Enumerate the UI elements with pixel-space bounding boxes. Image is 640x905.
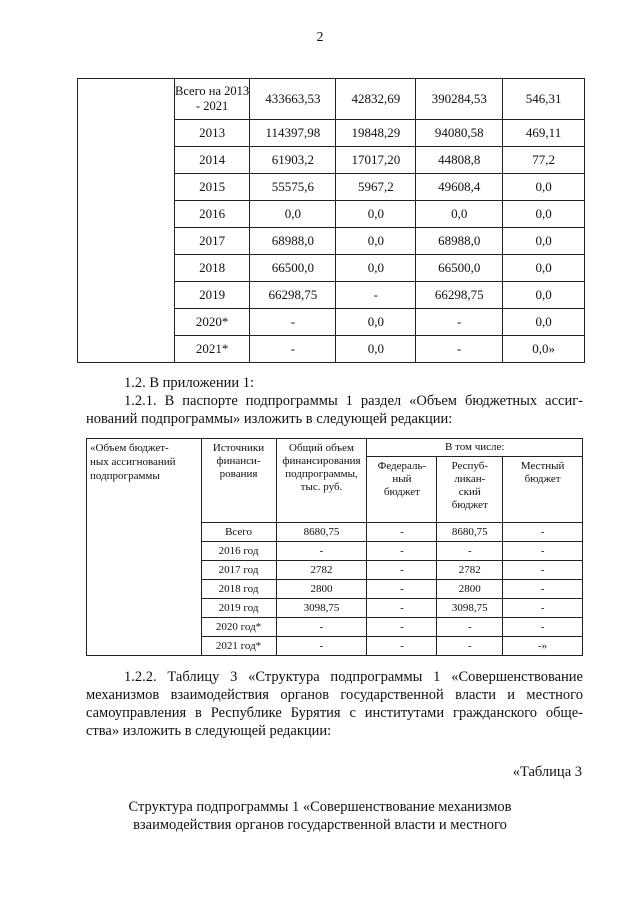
source-cell: 2020 год* [201, 618, 276, 637]
row-label: 2021* [174, 336, 250, 363]
federal-cell: - [367, 618, 437, 637]
row-label: 2016 [174, 201, 250, 228]
paragraph-1-2-2-line2: механизмов взаимодействия органов государственной власти и местного [86, 687, 583, 703]
republic-cell: - [437, 618, 503, 637]
source-cell: 2018 год [201, 580, 276, 599]
local-cell: 77,2 [503, 147, 585, 174]
republic-cell: 3098,75 [437, 599, 503, 618]
total-cell: 68988,0 [250, 228, 336, 255]
total-cell: - [276, 542, 367, 561]
local-cell: - [503, 599, 583, 618]
header-total-volume: Общий объем финансирования подпрограммы, тыс. руб. [276, 439, 367, 523]
federal-cell: 19848,29 [336, 120, 416, 147]
federal-cell: - [367, 580, 437, 599]
paragraph-1-2-1-line1: 1.2.1. В паспорте подпрограммы 1 раздел «Объем бюджетных ассиг- [124, 393, 583, 409]
local-cell: 469,11 [503, 120, 585, 147]
federal-cell: 0,0 [336, 201, 416, 228]
federal-cell: 0,0 [336, 228, 416, 255]
republic-cell: 2800 [437, 580, 503, 599]
republic-cell: - [437, 637, 503, 656]
row-label: 2015 [174, 174, 250, 201]
total-cell: 433663,53 [250, 79, 336, 120]
federal-cell: 42832,69 [336, 79, 416, 120]
republic-cell: 8680,75 [437, 523, 503, 542]
table-row [78, 79, 585, 120]
local-cell: - [503, 542, 583, 561]
local-cell: -» [503, 637, 583, 656]
total-cell: - [250, 336, 336, 363]
local-cell: - [503, 561, 583, 580]
page-number: 2 [316, 30, 324, 45]
table-3-heading-line2: взаимодействия органов государственной власти и местного [133, 817, 507, 833]
source-cell: 2016 год [201, 542, 276, 561]
republic-cell: 94080,58 [416, 120, 503, 147]
republic-cell: 2782 [437, 561, 503, 580]
row-label: 2017 [174, 228, 250, 255]
local-cell: 0,0 [503, 309, 585, 336]
total-cell: 66298,75 [250, 282, 336, 309]
source-cell: 2019 год [201, 599, 276, 618]
total-cell: 0,0 [250, 201, 336, 228]
local-cell: - [503, 523, 583, 542]
header-line: ных ассигнований [90, 456, 176, 468]
header-federal: Федераль-ный бюджет [367, 457, 437, 523]
table-header-row [87, 439, 583, 457]
total-cell: - [276, 618, 367, 637]
local-cell: 0,0 [503, 201, 585, 228]
row-label: 2019 [174, 282, 250, 309]
republic-cell: 49608,4 [416, 174, 503, 201]
federal-cell: 0,0 [336, 255, 416, 282]
row-label: Всего на 2013 - 2021 [174, 79, 250, 120]
total-cell: 3098,75 [276, 599, 367, 618]
republic-cell: 66298,75 [416, 282, 503, 309]
local-cell: - [503, 618, 583, 637]
republic-cell: - [416, 309, 503, 336]
blank-cell [87, 523, 202, 656]
local-cell: 0,0 [503, 228, 585, 255]
republic-cell: - [416, 336, 503, 363]
budget-allocation-table [86, 438, 583, 656]
local-cell: 0,0» [503, 336, 585, 363]
header-republic: Респуб-ликан-ский бюджет [437, 457, 503, 523]
republic-cell: 0,0 [416, 201, 503, 228]
paragraph-1-2-2-line1: 1.2.2. Таблицу 3 «Структура подпрограммы 1 «Совершенствование [124, 669, 583, 685]
total-cell: 114397,98 [250, 120, 336, 147]
header-budget-volume [87, 439, 202, 523]
total-cell: 2782 [276, 561, 367, 580]
federal-cell: 0,0 [336, 336, 416, 363]
total-cell: 8680,75 [276, 523, 367, 542]
federal-cell: - [367, 561, 437, 580]
federal-cell: 5967,2 [336, 174, 416, 201]
blank-cell [78, 79, 175, 363]
row-label: 2018 [174, 255, 250, 282]
total-cell: - [276, 637, 367, 656]
republic-cell: 390284,53 [416, 79, 503, 120]
local-cell: 0,0 [503, 174, 585, 201]
local-cell: 0,0 [503, 255, 585, 282]
total-cell: 55575,6 [250, 174, 336, 201]
local-cell: 0,0 [503, 282, 585, 309]
total-cell: - [250, 309, 336, 336]
header-line: подпрограммы [90, 470, 160, 482]
federal-cell: - [367, 523, 437, 542]
paragraph-1-2: 1.2. В приложении 1: [124, 375, 255, 391]
total-cell: 61903,2 [250, 147, 336, 174]
paragraph-1-2-2-line4: ства» изложить в следующей редакции: [86, 723, 332, 739]
table-row [87, 523, 583, 542]
federal-cell: - [336, 282, 416, 309]
federal-cell: 17017,20 [336, 147, 416, 174]
local-cell: - [503, 580, 583, 599]
row-label: 2020* [174, 309, 250, 336]
source-cell: 2021 год* [201, 637, 276, 656]
source-cell: 2017 год [201, 561, 276, 580]
header-sources: Источники финанси-рования [201, 439, 276, 523]
table-3-reference: «Таблица 3 [512, 764, 582, 780]
header-line: «Объем бюджет- [90, 442, 169, 454]
header-local: Местный бюджет [503, 457, 583, 523]
republic-cell: 44808,8 [416, 147, 503, 174]
republic-cell: 68988,0 [416, 228, 503, 255]
paragraph-1-2-2-line3: самоуправления в Республике Бурятия с институтами гражданского обще- [86, 705, 583, 721]
federal-cell: - [367, 637, 437, 656]
funding-table-continued [77, 78, 585, 363]
row-label: 2014 [174, 147, 250, 174]
federal-cell: - [367, 599, 437, 618]
federal-cell: 0,0 [336, 309, 416, 336]
federal-cell: - [367, 542, 437, 561]
republic-cell: 66500,0 [416, 255, 503, 282]
total-cell: 66500,0 [250, 255, 336, 282]
header-including: В том числе: [367, 439, 583, 457]
total-cell: 2800 [276, 580, 367, 599]
source-cell: Всего [201, 523, 276, 542]
republic-cell: - [437, 542, 503, 561]
paragraph-1-2-1-line2: нований подпрограммы» изложить в следующей редакции: [86, 411, 453, 427]
table-3-heading-line1: Структура подпрограммы 1 «Совершенствование механизмов [128, 799, 512, 815]
local-cell: 546,31 [503, 79, 585, 120]
row-label: 2013 [174, 120, 250, 147]
